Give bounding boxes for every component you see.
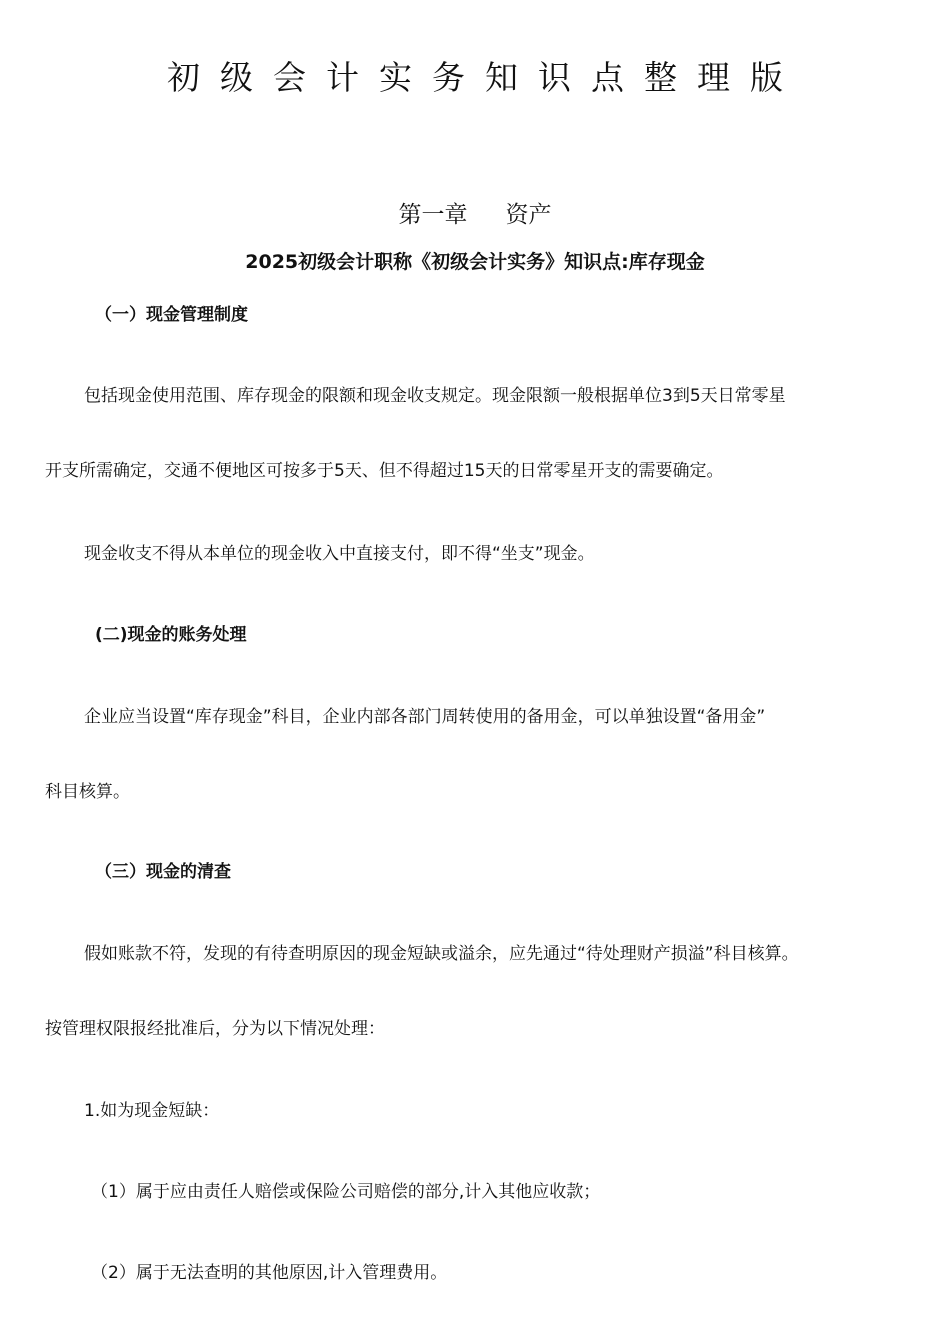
paragraph-line: 按管理权限报经批准后，分为以下情况处理：	[45, 1019, 385, 1039]
chapter-heading: 第一章 资产	[398, 202, 552, 228]
list-item: （1）属于应由责任人赔偿或保险公司赔偿的部分,计入其他应收款；	[91, 1182, 601, 1202]
document-title: 初级会计实务知识点整理版	[167, 58, 803, 97]
list-item: （2）属于无法查明的其他原因,计入管理费用。	[91, 1263, 448, 1283]
paragraph-line: 科目核算。	[45, 782, 130, 802]
paragraph-line: 企业应当设置“库存现金”科目，企业内部各部门周转使用的备用金，可以单独设置“备用金”	[84, 707, 766, 727]
section-heading-cash-management: （一）现金管理制度	[95, 305, 248, 325]
topic-subtitle: 2025初级会计职称《初级会计实务》知识点:库存现金	[245, 251, 705, 273]
section-heading-cash-accounting: (二)现金的账务处理	[95, 625, 247, 645]
paragraph-line: 假如账款不符，发现的有待查明原因的现金短缺或溢余，应先通过“待处理财产损溢”科目核算。	[84, 944, 799, 964]
paragraph-line: 现金收支不得从本单位的现金收入中直接支付，即不得“坐支”现金。	[84, 544, 595, 564]
section-heading-cash-inventory-check: （三）现金的清查	[95, 862, 231, 882]
list-item: 1.如为现金短缺：	[84, 1101, 220, 1121]
paragraph-line: 包括现金使用范围、库存现金的限额和现金收支规定。现金限额一般根据单位3到5天日常零星	[84, 386, 786, 406]
paragraph-line: 开支所需确定，交通不便地区可按多于5天、但不得超过15天的日常零星开支的需要确定。	[45, 461, 724, 481]
